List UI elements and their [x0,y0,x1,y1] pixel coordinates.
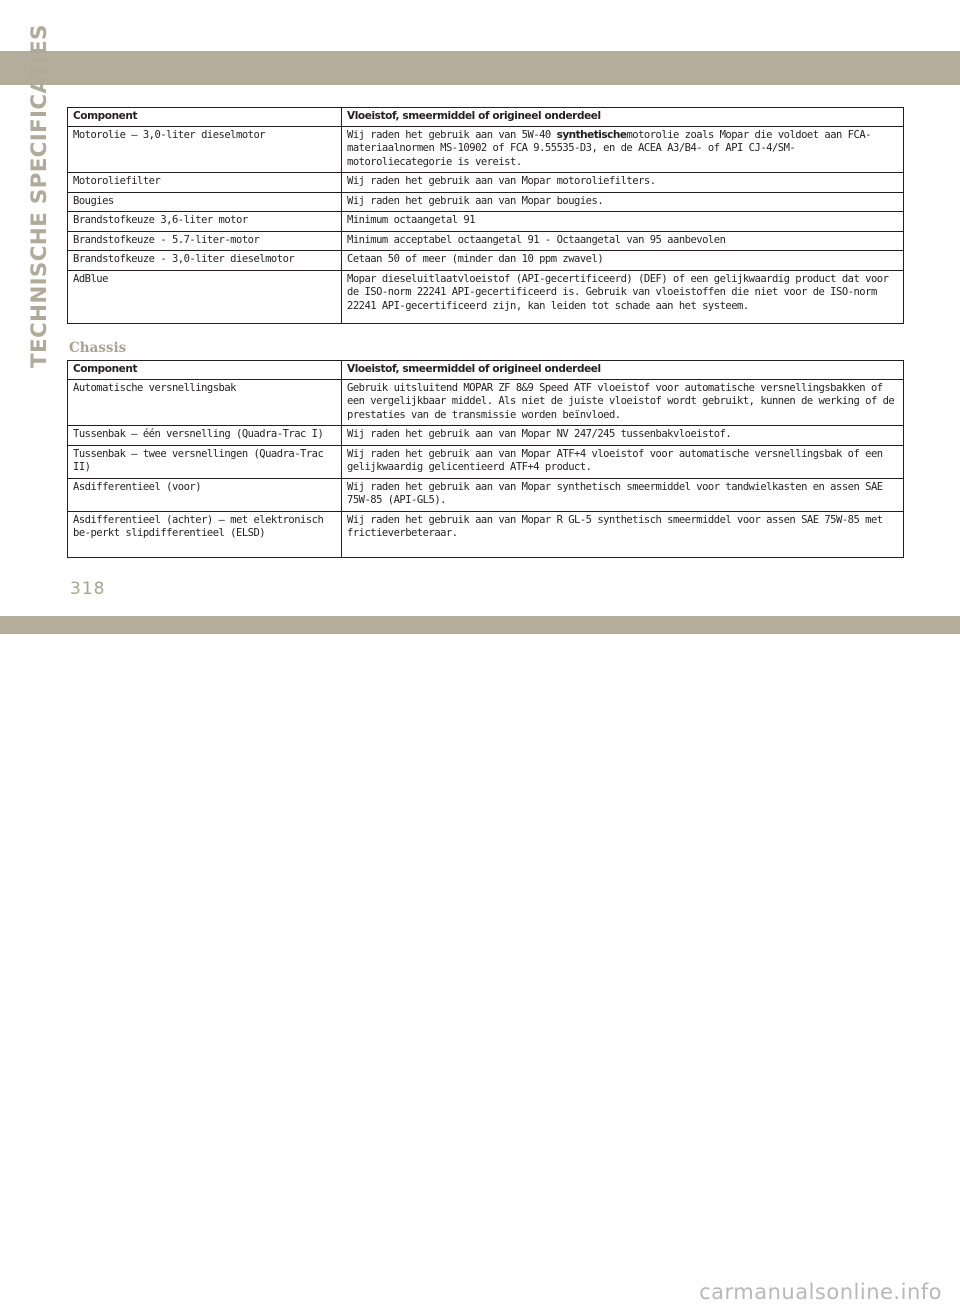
table-row [68,212,904,232]
table-row [68,251,904,271]
section-side-title: TECHNISCHE SPECIFICATIES [27,24,52,368]
fluid-cell: Minimum acceptabel octaangetal 91 - Octaangetal van 95 aanbevolen [342,231,904,251]
fluid-cell: Wij raden het gebruik aan van Mopar NV 247/245 tussenbakvloeistof. [342,426,904,446]
column-header-component: Component [68,361,342,380]
table-row [68,126,904,173]
column-header-fluid: Vloeistof, smeermiddel of origineel onderdeel [342,108,904,127]
component-cell: AdBlue [68,270,342,323]
component-cell: Motoroliefilter [68,173,342,193]
column-header-component: Component [68,108,342,127]
component-cell: Automatische versnellingsbak [68,379,342,426]
table-row [68,379,904,426]
component-cell: Tussenbak – twee versnellingen (Quadra-Trac II) [68,445,342,478]
table-row [68,445,904,478]
component-cell: Bougies [68,192,342,212]
table-row [68,478,904,511]
fluid-cell: Wij raden het gebruik aan van Mopar bougies. [342,192,904,212]
component-cell: Brandstofkeuze - 3,0-liter dieselmotor [68,251,342,271]
footer-area [0,634,960,1304]
table-header-row [68,361,904,380]
table-row [68,173,904,193]
fluid-text: Wij raden het gebruik aan van 5W-40 [347,128,557,141]
component-cell: Brandstofkeuze 3,6-liter motor [68,212,342,232]
header-band [0,51,960,85]
component-cell: Motorolie — 3,0-liter dieselmotor [68,126,342,173]
component-cell: Asdifferentieel (achter) – met elektronisch be-perkt slipdifferentieel (ELSD) [68,511,342,557]
table-row [68,192,904,212]
engine-fluids-table [67,107,904,324]
fluid-cell: Wij raden het gebruik aan van Mopar synthetisch smeermiddel voor tandwielkasten en assen SAE 75W-85 (API-GL5). [342,478,904,511]
column-header-fluid: Vloeistof, smeermiddel of origineel onderdeel [342,361,904,380]
table-row [68,511,904,557]
fluid-cell: Wij raden het gebruik aan van Mopar ATF+4 vloeistof voor automatische versnellingsbak of een gelijkwaardig gelicentieerd ATF+4 product. [342,445,904,478]
fluid-cell: Wij raden het gebruik aan van Mopar motoroliefilters. [342,173,904,193]
table-row [68,231,904,251]
fluid-emphasis: synthetische [556,128,627,141]
fluid-text: motorolie zoals Mopar die voldoet aan FCA-materiaalnormen MS-10902 of FCA 9.55535-D3, en de ACEA A3/B4- of API CJ-4/SM-motoroliecategorie is vereist. [347,128,871,168]
chassis-fluids-table [67,360,904,558]
footer-band [0,616,960,634]
table-header-row [68,108,904,127]
component-cell: Asdifferentieel (voor) [68,478,342,511]
table-row [68,270,904,323]
chassis-heading: Chassis [69,340,127,356]
component-cell: Tussenbak – één versnelling (Quadra-Trac I) [68,426,342,446]
fluid-cell: Gebruik uitsluitend MOPAR ZF 8&9 Speed ATF vloeistof voor automatische versnellingsbakken of een vergelijkbaar middel. Als niet de juiste vloeistof wordt gebruikt, kunnen de werking of de prestaties van de transmissie worden beïnvloed. [342,379,904,426]
fluid-cell [342,126,904,173]
fluid-cell: Cetaan 50 of meer (minder dan 10 ppm zwavel) [342,251,904,271]
page-number: 318 [70,579,106,599]
watermark-text: carmanualsonline.info [699,1280,942,1304]
component-cell: Brandstofkeuze - 5.7-liter-motor [68,231,342,251]
table-row [68,426,904,446]
fluid-cell: Wij raden het gebruik aan van Mopar R GL-5 synthetisch smeermiddel voor assen SAE 75W-85 met frictieverbeteraar. [342,511,904,557]
fluid-cell: Minimum octaangetal 91 [342,212,904,232]
fluid-cell: Mopar dieseluitlaatvloeistof (API-gecertificeerd) (DEF) of een gelijkwaardig product dat voor de ISO-norm 22241 API-gecertificeerd is. Gebruik van vloeistoffen die niet voor de ISO-norm 22241 API-gecertificeerd zijn, kan leiden tot schade aan het systeem. [342,270,904,323]
